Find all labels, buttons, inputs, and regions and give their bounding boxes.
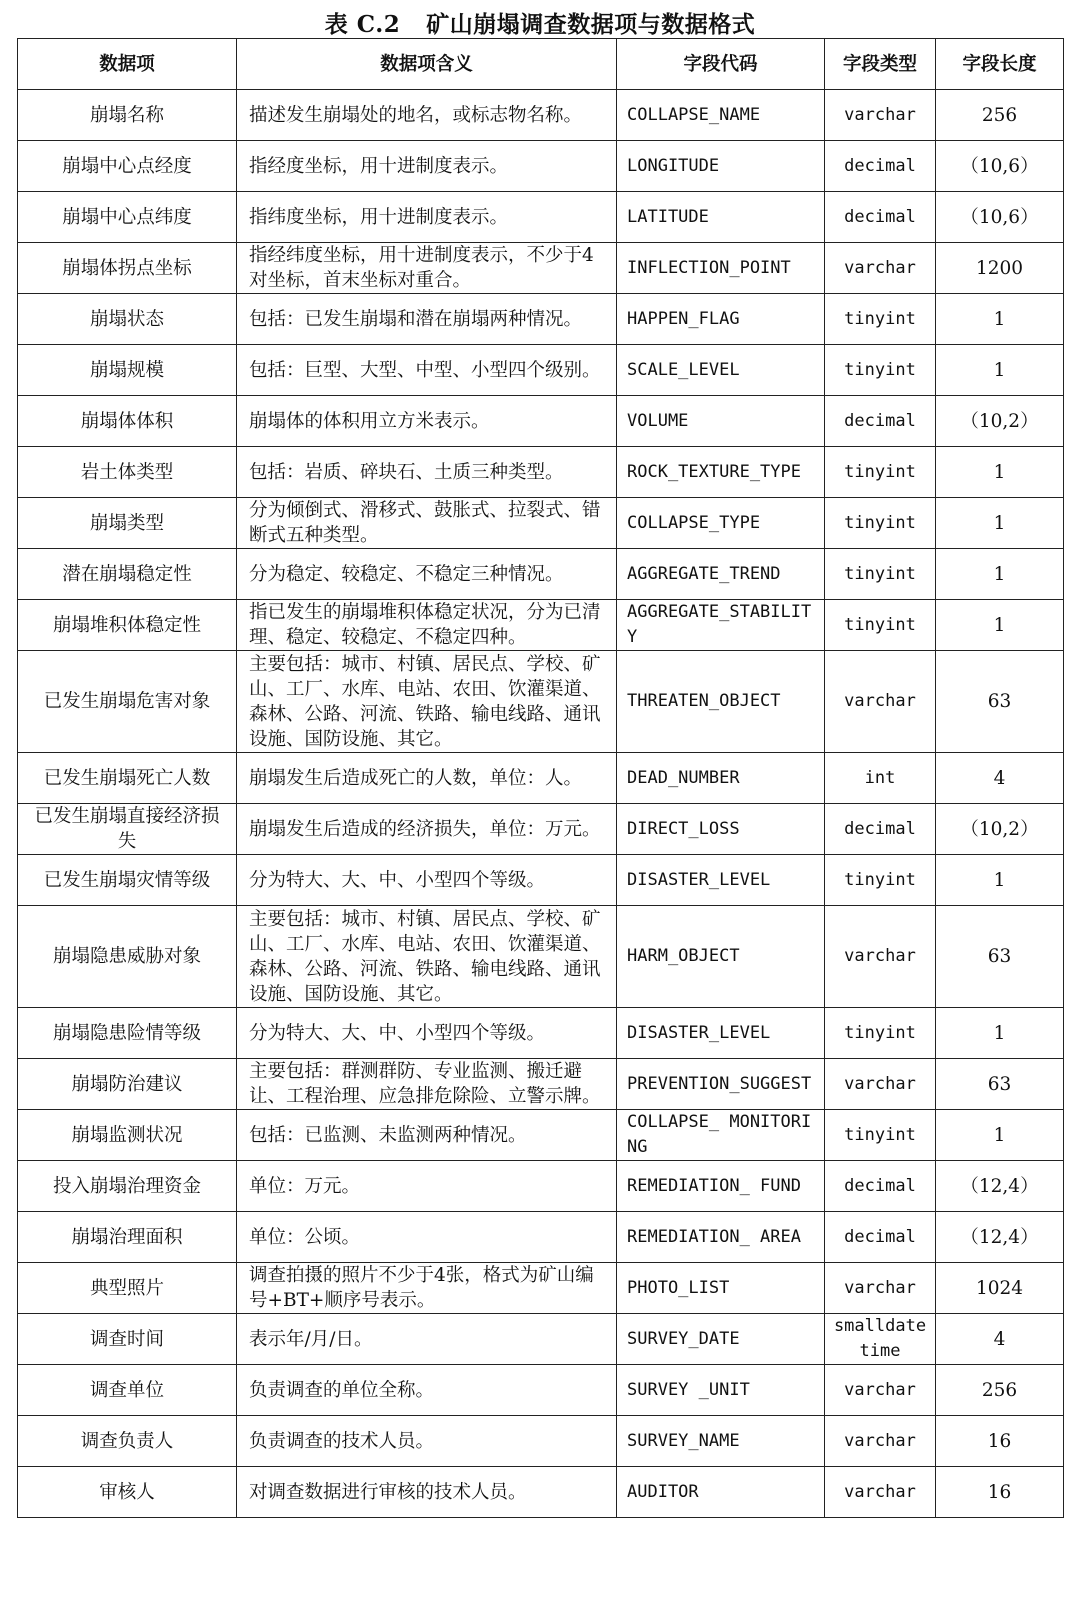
field-type-cell: varchar [825, 90, 936, 141]
data-item-cell: 已发生崩塌死亡人数 [18, 753, 237, 804]
header-field-type: 字段类型 [825, 39, 936, 90]
field-length-cell: 63 [936, 906, 1064, 1008]
field-code-cell: SURVEY_NAME [617, 1416, 825, 1467]
table-caption [0, 6, 1080, 39]
table-row [18, 1365, 1064, 1416]
data-item-cell: 崩塌名称 [18, 90, 237, 141]
field-type-cell: varchar [825, 1263, 936, 1314]
field-type-cell: varchar [825, 1059, 936, 1110]
table-row [18, 1008, 1064, 1059]
field-type-cell: tinyint [825, 549, 936, 600]
data-item-cell: 调查负责人 [18, 1416, 237, 1467]
meaning-cell: 调查拍摄的照片不少于4张，格式为矿山编号+BT+顺序号表示。 [237, 1263, 617, 1314]
data-item-cell: 审核人 [18, 1467, 237, 1518]
table-row [18, 243, 1064, 294]
field-type-cell: decimal [825, 1212, 936, 1263]
table-row [18, 1263, 1064, 1314]
data-item-cell: 已发生崩塌危害对象 [18, 651, 237, 753]
field-length-cell: 63 [936, 1059, 1064, 1110]
meaning-cell: 对调查数据进行审核的技术人员。 [237, 1467, 617, 1518]
field-type-cell: tinyint [825, 345, 936, 396]
field-type-cell: tinyint [825, 294, 936, 345]
data-item-cell: 调查单位 [18, 1365, 237, 1416]
data-item-cell: 崩塌类型 [18, 498, 237, 549]
field-code-cell: INFLECTION_POINT [617, 243, 825, 294]
meaning-cell: 描述发生崩塌处的地名，或标志物名称。 [237, 90, 617, 141]
meaning-cell: 单位：公顷。 [237, 1212, 617, 1263]
table-row [18, 1467, 1064, 1518]
field-length-cell: 1 [936, 855, 1064, 906]
field-length-cell: 1 [936, 600, 1064, 651]
meaning-cell: 分为稳定、较稳定、不稳定三种情况。 [237, 549, 617, 600]
field-code-cell: LONGITUDE [617, 141, 825, 192]
meaning-cell: 崩塌发生后造成的经济损失，单位：万元。 [237, 804, 617, 855]
field-code-cell: HARM_OBJECT [617, 906, 825, 1008]
field-code-cell: AUDITOR [617, 1467, 825, 1518]
table-number: 表 C.2 [324, 11, 401, 38]
field-type-cell: varchar [825, 243, 936, 294]
table-row [18, 906, 1064, 1008]
header-row [18, 39, 1064, 90]
field-type-cell: tinyint [825, 600, 936, 651]
field-code-cell: ROCK_TEXTURE_TYPE [617, 447, 825, 498]
field-length-cell: （10,2） [936, 396, 1064, 447]
table-row [18, 804, 1064, 855]
data-item-cell: 崩塌防治建议 [18, 1059, 237, 1110]
field-type-cell: tinyint [825, 498, 936, 549]
field-type-cell: decimal [825, 1161, 936, 1212]
meaning-cell: 分为特大、大、中、小型四个等级。 [237, 855, 617, 906]
field-code-cell: PHOTO_LIST [617, 1263, 825, 1314]
data-item-cell: 崩塌监测状况 [18, 1110, 237, 1161]
field-length-cell: 1 [936, 294, 1064, 345]
field-length-cell: 63 [936, 651, 1064, 753]
field-code-cell: DISASTER_LEVEL [617, 1008, 825, 1059]
header-data-item: 数据项 [18, 39, 237, 90]
meaning-cell: 包括：巨型、大型、中型、小型四个级别。 [237, 345, 617, 396]
table-row [18, 447, 1064, 498]
data-item-cell: 典型照片 [18, 1263, 237, 1314]
field-length-cell: 256 [936, 1365, 1064, 1416]
field-code-cell: DIRECT_LOSS [617, 804, 825, 855]
field-length-cell: 1 [936, 345, 1064, 396]
table-row [18, 294, 1064, 345]
field-type-cell: varchar [825, 651, 936, 753]
field-length-cell: 1 [936, 1110, 1064, 1161]
data-item-cell: 崩塌体体积 [18, 396, 237, 447]
field-length-cell: 1024 [936, 1263, 1064, 1314]
table-row [18, 1110, 1064, 1161]
field-type-cell: varchar [825, 1365, 936, 1416]
field-length-cell: （12,4） [936, 1161, 1064, 1212]
data-item-cell: 已发生崩塌直接经济损失 [18, 804, 237, 855]
field-type-cell: tinyint [825, 1110, 936, 1161]
field-length-cell: （12,4） [936, 1212, 1064, 1263]
field-length-cell: 4 [936, 1314, 1064, 1365]
meaning-cell: 包括：岩质、碎块石、土质三种类型。 [237, 447, 617, 498]
table-row [18, 600, 1064, 651]
data-item-cell: 崩塌隐患威胁对象 [18, 906, 237, 1008]
meaning-cell: 指经度坐标，用十进制度表示。 [237, 141, 617, 192]
field-code-cell: SCALE_LEVEL [617, 345, 825, 396]
meaning-cell: 包括：已监测、未监测两种情况。 [237, 1110, 617, 1161]
field-type-cell: varchar [825, 906, 936, 1008]
field-type-cell: tinyint [825, 447, 936, 498]
data-item-cell: 投入崩塌治理资金 [18, 1161, 237, 1212]
field-code-cell: DISASTER_LEVEL [617, 855, 825, 906]
field-type-cell: int [825, 753, 936, 804]
meaning-cell: 分为特大、大、中、小型四个等级。 [237, 1008, 617, 1059]
meaning-cell: 指经纬度坐标，用十进制度表示，不少于4对坐标，首末坐标对重合。 [237, 243, 617, 294]
field-length-cell: （10,2） [936, 804, 1064, 855]
table-row [18, 141, 1064, 192]
meaning-cell: 指已发生的崩塌堆积体稳定状况，分为已清理、稳定、较稳定、不稳定四种。 [237, 600, 617, 651]
field-code-cell: COLLAPSE_NAME [617, 90, 825, 141]
field-code-cell: LATITUDE [617, 192, 825, 243]
table-row [18, 1314, 1064, 1365]
table-row [18, 1416, 1064, 1467]
field-type-cell: decimal [825, 396, 936, 447]
table-row [18, 396, 1064, 447]
data-item-cell: 崩塌规模 [18, 345, 237, 396]
field-code-cell: VOLUME [617, 396, 825, 447]
meaning-cell: 指纬度坐标，用十进制度表示。 [237, 192, 617, 243]
table-row [18, 345, 1064, 396]
field-length-cell: 1200 [936, 243, 1064, 294]
field-code-cell: COLLAPSE_ MONITORING [617, 1110, 825, 1161]
data-format-table [17, 38, 1064, 1518]
field-length-cell: （10,6） [936, 192, 1064, 243]
field-code-cell: AGGREGATE_STABILITY [617, 600, 825, 651]
table-row [18, 549, 1064, 600]
meaning-cell: 包括：已发生崩塌和潜在崩塌两种情况。 [237, 294, 617, 345]
meaning-cell: 分为倾倒式、滑移式、鼓胀式、拉裂式、错断式五种类型。 [237, 498, 617, 549]
field-length-cell: 1 [936, 1008, 1064, 1059]
table-row [18, 1059, 1064, 1110]
field-type-cell: smalldatetime [825, 1314, 936, 1365]
meaning-cell: 表示年/月/日。 [237, 1314, 617, 1365]
field-length-cell: 16 [936, 1467, 1064, 1518]
data-item-cell: 崩塌状态 [18, 294, 237, 345]
table-row [18, 192, 1064, 243]
meaning-cell: 负责调查的技术人员。 [237, 1416, 617, 1467]
data-item-cell: 已发生崩塌灾情等级 [18, 855, 237, 906]
data-item-cell: 崩塌堆积体稳定性 [18, 600, 237, 651]
data-item-cell: 崩塌中心点经度 [18, 141, 237, 192]
table-row [18, 498, 1064, 549]
field-type-cell: decimal [825, 804, 936, 855]
field-type-cell: tinyint [825, 855, 936, 906]
header-field-code: 字段代码 [617, 39, 825, 90]
field-type-cell: varchar [825, 1416, 936, 1467]
header-meaning: 数据项含义 [237, 39, 617, 90]
data-item-cell: 潜在崩塌稳定性 [18, 549, 237, 600]
table-row [18, 753, 1064, 804]
data-item-cell: 崩塌隐患险情等级 [18, 1008, 237, 1059]
field-length-cell: 1 [936, 447, 1064, 498]
table-row [18, 651, 1064, 753]
field-code-cell: SURVEY _UNIT [617, 1365, 825, 1416]
meaning-cell: 负责调查的单位全称。 [237, 1365, 617, 1416]
meaning-cell: 主要包括：城市、村镇、居民点、学校、矿山、工厂、水库、电站、农田、饮灌渠道、森林、公路、河流、铁路、输电线路、通讯设施、国防设施、其它。 [237, 906, 617, 1008]
data-item-cell: 崩塌治理面积 [18, 1212, 237, 1263]
data-item-cell: 调查时间 [18, 1314, 237, 1365]
meaning-cell: 崩塌体的体积用立方米表示。 [237, 396, 617, 447]
field-length-cell: （10,6） [936, 141, 1064, 192]
table-row [18, 855, 1064, 906]
field-type-cell: decimal [825, 192, 936, 243]
field-length-cell: 1 [936, 498, 1064, 549]
meaning-cell: 主要包括：城市、村镇、居民点、学校、矿山、工厂、水库、电站、农田、饮灌渠道、森林、公路、河流、铁路、输电线路、通讯设施、国防设施、其它。 [237, 651, 617, 753]
field-length-cell: 4 [936, 753, 1064, 804]
field-code-cell: REMEDIATION_ FUND [617, 1161, 825, 1212]
table-row [18, 1161, 1064, 1212]
field-code-cell: HAPPEN_FLAG [617, 294, 825, 345]
field-code-cell: DEAD_NUMBER [617, 753, 825, 804]
table-row [18, 1212, 1064, 1263]
field-code-cell: AGGREGATE_TREND [617, 549, 825, 600]
field-code-cell: THREATEN_OBJECT [617, 651, 825, 753]
field-code-cell: PREVENTION_SUGGEST [617, 1059, 825, 1110]
meaning-cell: 单位：万元。 [237, 1161, 617, 1212]
field-length-cell: 16 [936, 1416, 1064, 1467]
field-code-cell: SURVEY_DATE [617, 1314, 825, 1365]
data-item-cell: 崩塌体拐点坐标 [18, 243, 237, 294]
field-length-cell: 1 [936, 549, 1064, 600]
field-length-cell: 256 [936, 90, 1064, 141]
field-type-cell: varchar [825, 1467, 936, 1518]
field-code-cell: COLLAPSE_TYPE [617, 498, 825, 549]
field-code-cell: REMEDIATION_ AREA [617, 1212, 825, 1263]
field-type-cell: decimal [825, 141, 936, 192]
data-item-cell: 崩塌中心点纬度 [18, 192, 237, 243]
field-type-cell: tinyint [825, 1008, 936, 1059]
meaning-cell: 主要包括：群测群防、专业监测、搬迁避让、工程治理、应急排危除险、立警示牌。 [237, 1059, 617, 1110]
header-field-length: 字段长度 [936, 39, 1064, 90]
data-item-cell: 岩土体类型 [18, 447, 237, 498]
table-row [18, 90, 1064, 141]
table-title: 矿山崩塌调查数据项与数据格式 [426, 11, 756, 38]
meaning-cell: 崩塌发生后造成死亡的人数，单位：人。 [237, 753, 617, 804]
